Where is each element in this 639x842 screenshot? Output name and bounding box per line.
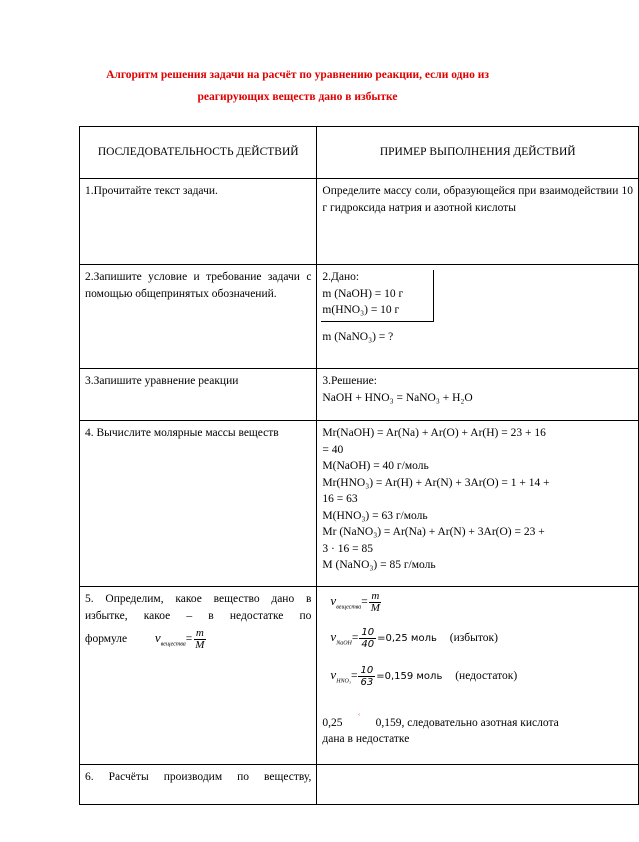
calc-line: 3 · 16 = 85	[322, 542, 373, 555]
step-2: 2.Запишите условие и требование задачи с помощью общепринятых обозначений.	[80, 265, 317, 369]
step-5	[80, 587, 317, 765]
header-examples: ПРИМЕР ВЫПОЛНЕНИЯ ДЕЙСТВИЙ	[317, 127, 639, 179]
formula-hno3: $\nu_{HNO_3}=$ $\frac{10}{63}$ =0,159 моль (недостаток)	[330, 665, 518, 688]
conclusion-line	[322, 711, 633, 731]
given-divider-horizontal	[321, 321, 434, 322]
step-4: 4. Вычислите молярные массы веществ	[80, 421, 317, 587]
given-naoh: m (NaOH) = 10 г	[322, 287, 404, 300]
conclusion-text: 0,159, следовательно азотная кислота	[375, 716, 559, 729]
naoh-note: (избыток)	[449, 632, 498, 645]
given-divider-vertical	[433, 270, 434, 321]
calc-line: Mr (NaNO₃) = Ar(Na) + Ar(N) + 3Ar(O) = 23 +	[322, 526, 545, 538]
table-row	[80, 265, 639, 369]
fraction-numerator: m	[371, 590, 380, 602]
formula-general: $\nu_{вещества}=$ $\frac{m}{M}$	[330, 590, 380, 614]
table-row	[80, 179, 639, 265]
nu-subscript: HNO₃	[336, 678, 351, 685]
calc-line: Mr(HNO₃) = Ar(H) + Ar(N) + 3Ar(O) = 1 + 14 +	[322, 476, 550, 489]
equals-sign: =	[185, 633, 193, 646]
mass-over-molar-fraction	[193, 628, 206, 651]
fraction-numerator: 10	[360, 665, 374, 676]
fraction-denominator: 40	[361, 639, 375, 650]
header-steps: ПОСЛЕДОВАТЕЛЬНОСТЬ ДЕЙСТВИЙ	[80, 127, 317, 179]
naoh-result: =0,25 моль	[377, 633, 437, 645]
step-5-line: формуле	[85, 633, 128, 646]
calc-line: M (NaNO₃) = 85 г/моль	[322, 559, 436, 571]
formula-naoh: $\nu_{NaOH}=$ $\frac{10}{40}$ =0,25 моль (избыток)	[330, 627, 498, 650]
example-6	[317, 765, 639, 805]
step-5-formula-line	[85, 628, 311, 653]
greater-than-mark: ʿ	[357, 713, 361, 724]
solution-heading: 3.Решение:	[322, 375, 377, 387]
example-4	[317, 421, 639, 587]
mass-over-molar-fraction	[369, 591, 382, 614]
naoh-fraction	[359, 627, 376, 650]
step-5-line: 5. Определим, какое вещество дано в	[85, 593, 312, 605]
example-2	[317, 265, 639, 369]
table-row	[80, 369, 639, 421]
example-1: Определите массу соли, образующейся при взаимодействии 10 г гидроксида натрия и азотной кислоты	[317, 179, 639, 265]
example-5	[317, 587, 639, 765]
example-3	[317, 369, 639, 421]
table-row	[80, 421, 639, 587]
fraction-numerator: 10	[361, 627, 375, 638]
title-line-2: реагирующих веществ дано в избытке	[197, 91, 398, 103]
calc-line: = 40	[322, 443, 344, 456]
calc-line: 16 = 63	[322, 493, 358, 505]
page-title	[60, 64, 535, 108]
fraction-numerator: m	[195, 627, 204, 639]
fraction-denominator: M	[195, 639, 205, 651]
fraction-denominator: 63	[360, 677, 374, 688]
conclusion-value-naoh: 0,25	[322, 716, 343, 729]
table-row	[80, 765, 639, 805]
nu-symbol: ν	[154, 630, 161, 646]
conclusion-line-2: дана в недостатке	[322, 733, 410, 746]
given-heading: 2.Дано:	[322, 271, 360, 283]
table-header-row	[80, 127, 639, 179]
hno3-result: =0,159 моль	[376, 671, 443, 683]
fraction-denominator: M	[370, 602, 380, 614]
reaction-equation: NaOH + HNO₃ = NaNO₃ + H₂O	[322, 391, 473, 404]
table-row	[80, 587, 639, 765]
step-1: 1.Прочитайте текст задачи.	[80, 179, 317, 265]
step-5-line: избытке, какое – в недостатке по	[85, 609, 312, 622]
nu-subscript: NaOH	[336, 640, 352, 647]
given-hno3: m(HNO₃) = 10 г	[322, 304, 400, 316]
find-nano3: m (NaNO₃) = ?	[322, 330, 394, 343]
hno3-note: (недостаток)	[455, 670, 518, 683]
algorithm-table	[79, 126, 639, 805]
calc-line: Mr(NaOH) = Ar(Na) + Ar(O) + Ar(H) = 23 + 16	[322, 427, 546, 439]
nu-subscript: вещества	[160, 641, 186, 648]
hno3-fraction	[358, 665, 375, 688]
nu-subscript: вещества	[336, 604, 362, 611]
step-6: 6. Расчёты производим по веществу,	[80, 765, 317, 805]
title-line-1: Алгоритм решения задачи на расчёт по уравнению реакции, если одно из	[106, 69, 489, 81]
calc-line: M(NaOH) = 40 г/моль	[322, 460, 429, 472]
calc-line: M(HNO₃) = 63 г/моль	[322, 509, 428, 522]
step-3: 3.Запишите уравнение реакции	[80, 369, 317, 421]
